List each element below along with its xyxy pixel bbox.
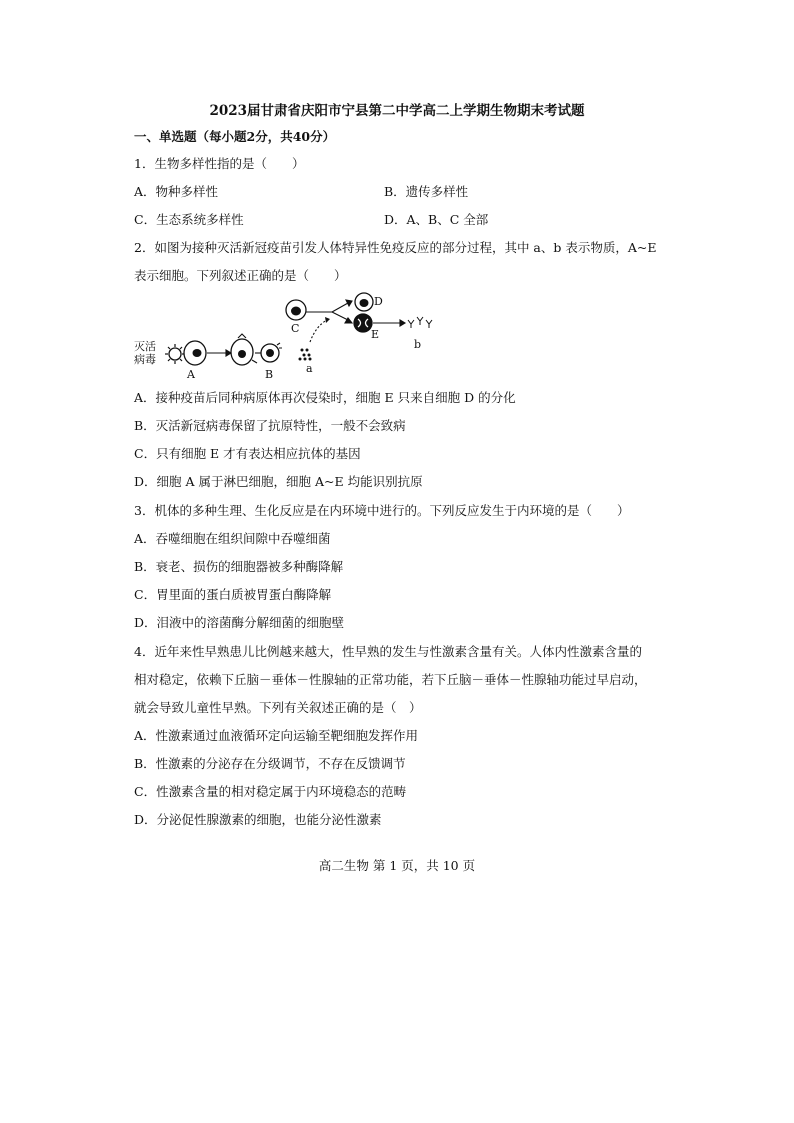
diagram-label-D: D [374,295,383,308]
q1-option-c: C．生态系统多样性 [134,212,244,227]
q4-stem-line2: 相对稳定，依赖下丘脑－垂体－性腺轴的正常功能，若下丘脑－垂体－性腺轴功能过早启动， [134,672,647,687]
cell-b [261,343,282,362]
q2-option-d: D．细胞 A 属于淋巴细胞，细胞 A~E 均能识别抗原 [134,474,423,489]
diagram-label-C: C [291,322,300,335]
diagram-label-E: E [371,328,380,341]
cell-c [286,300,306,320]
page-footer: 高二生物 第 1 页，共 10 页 [318,858,476,873]
q3-stem: 3．机体的多种生理、生化反应是在内环境中进行的。下列反应发生于内环境的是（ ） [134,503,630,518]
q3-option-a: A．吞噬细胞在组织间隙中吞噬细菌 [134,531,331,546]
q2-stem-line2: 表示细胞。下列叙述正确的是（ ） [134,268,347,283]
q2-option-c: C．只有细胞 E 才有表达相应抗体的基因 [134,446,361,461]
exam-title: 2023届甘肃省庆阳市宁县第二中学高二上学期生物期末考试题 [209,103,585,119]
q2-option-a: A．接种疫苗后同种病原体再次侵染时，细胞 E 只来自细胞 D 的分化 [134,390,516,405]
antibody-b-icons [408,317,432,328]
cell-a [184,341,206,365]
diagram-label-B: B [265,368,274,381]
q4-stem-line1: 4．近年来性早熟患儿比例越来越大，性早熟的发生与性激素含量有关。人体内性激素含量的 [134,644,642,659]
immune-response-diagram [134,292,474,382]
arrow-a-to-presenting [207,350,231,356]
substance-a-dots [299,349,312,361]
q4-stem-line3: 就会导致儿童性早熟。下列有关叙述正确的是（ ） [134,700,422,715]
arrow-e-to-antibodies [373,320,405,326]
q4-option-c: C．性激素含量的相对稳定属于内环境稳态的范畴 [134,784,407,799]
virus-icon [165,344,185,364]
q4-option-b: B．性激素的分泌存在分级调节，不存在反馈调节 [134,756,406,771]
diagram-label-b: b [414,338,422,351]
q1-stem: 1．生物多样性指的是（ ） [134,156,305,171]
q1-option-d: D．A、B、C 全部 [384,212,489,227]
diagram-label-a: a [306,362,313,375]
diagram-label-virus-1: 灭活 [134,340,156,353]
antigen-presenting-cell [231,334,257,365]
diagram-label-virus-2: 病毒 [134,353,156,366]
q1-option-b: B．遗传多样性 [384,184,469,199]
q4-option-d: D．分泌促性腺激素的细胞，也能分泌性激素 [134,812,382,827]
cell-e [354,314,372,332]
q4-option-a: A．性激素通过血液循环定向运输至靶细胞发挥作用 [134,728,419,743]
diagram-label-A: A [187,368,195,381]
q1-option-a: A．物种多样性 [134,184,219,199]
q3-option-d: D．泪液中的溶菌酶分解细菌的细胞壁 [134,615,345,630]
q2-stem-line1: 2．如图为接种灭活新冠疫苗引发人体特异性免疫反应的部分过程，其中 a、b 表示物质，A~E [134,240,657,255]
q2-option-b: B．灭活新冠病毒保留了抗原特性，一般不会致病 [134,418,406,433]
q3-option-b: B．衰老、损伤的细胞器被多种酶降解 [134,559,344,574]
dotted-arrow-a [310,317,330,342]
q3-option-c: C．胃里面的蛋白质被胃蛋白酶降解 [134,587,332,602]
cell-d [355,293,373,311]
section-heading: 一、单选题（每小题2分，共40分） [134,129,336,144]
